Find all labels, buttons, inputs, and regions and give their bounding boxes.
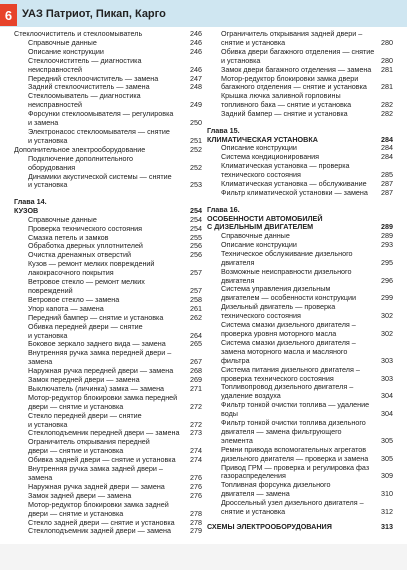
toc-entry-text: технического состояния xyxy=(221,311,301,321)
toc-entry-text: оборудования xyxy=(28,162,76,172)
final-section-row[interactable] xyxy=(207,523,393,532)
toc-entry-page: 287 xyxy=(381,179,393,189)
toc-entry-text: двери — снятие и установка xyxy=(28,401,124,411)
toc-entry-page: 287 xyxy=(381,188,393,197)
toc-entry-text: Мотор-редуктор блокировки замка двери xyxy=(221,73,359,83)
toc-entry-text: элемента xyxy=(221,435,253,445)
chapter-14-heading xyxy=(14,198,202,215)
toc-entry-page: 273 xyxy=(190,428,202,438)
toc-entry-page: 247 xyxy=(190,73,202,83)
toc-entry-text: Стеклоподъемник задней двери — замена xyxy=(28,526,172,536)
toc-entry-text: Упор капота — замена xyxy=(28,303,104,313)
toc-entry-text: двери — снятие и установка xyxy=(28,508,124,518)
toc-entry-text: Проверка технического состояния xyxy=(28,223,143,233)
toc-entry-text: Ветровое стекло — замена xyxy=(28,294,120,304)
toc-entry-page: 302 xyxy=(381,328,393,338)
toc-list xyxy=(207,144,393,197)
toc-entry-page: 280 xyxy=(381,37,393,47)
toc-entry-page: 253 xyxy=(190,180,202,190)
toc-entry-text: Форсунки стеклоомывателя — регулировка xyxy=(28,109,174,119)
toc-entry-text: Стекло задней двери — снятие и установка xyxy=(28,517,175,527)
toc-entry-page: 265 xyxy=(190,339,202,349)
toc-entry-text: замена xyxy=(28,473,53,482)
final-section-heading xyxy=(207,523,393,532)
toc-entry-text: воды xyxy=(221,409,238,419)
toc-entry-text: Стеклоочиститель и стеклоомыватель xyxy=(14,29,143,38)
toc-entry-text: Замок двери багажного отделения — замена xyxy=(221,64,372,74)
toc-entry-text: Ограничитель открывания задней двери – xyxy=(221,29,363,38)
toc-entry-page: 312 xyxy=(381,507,393,517)
toc-entry-text: Внутренняя ручка замка задней двери – xyxy=(28,464,163,474)
toc-entry-text: Топливная форсунка дизельного xyxy=(221,480,331,490)
toc-entry-text: Климатическая установка — проверка xyxy=(221,161,350,171)
toc-entry-text: Задний стеклоочиститель — замена xyxy=(28,82,150,92)
toc-entry-page: 278 xyxy=(190,508,202,518)
toc-entry-text: Топливопровод дизельного двигателя – xyxy=(221,382,354,392)
toc-entry-text: Мотор-редуктор блокировки замка задней xyxy=(28,499,169,509)
toc-entry-text: Ветровое стекло — ремонт мелких xyxy=(28,277,145,287)
toc-entry-page: 269 xyxy=(190,375,202,385)
chapter-15-heading xyxy=(207,127,393,144)
toc-entry-text: неисправностей xyxy=(28,100,83,110)
toc-entry-page: 246 xyxy=(190,64,202,74)
header-bar xyxy=(0,0,407,27)
toc-entry-text: Стеклоомыватель — диагностика xyxy=(28,91,141,101)
chapter-15-label: Глава 15. xyxy=(207,126,240,136)
final-section-page: 313 xyxy=(381,522,393,532)
toc-entry-page: 257 xyxy=(190,285,202,295)
toc-entry-text: Фильтр тонкой очистки топлива дизельного xyxy=(221,418,366,428)
toc-entry-page: 279 xyxy=(190,526,202,536)
toc-entry-text: и установка xyxy=(28,330,68,340)
toc-entry-text: Выключатель (личинка) замка — замена xyxy=(28,383,165,393)
toc-entry-text: и установка xyxy=(28,419,68,429)
toc-entry-text: снятие и установка xyxy=(221,37,286,47)
toc-entry-text: лакокрасочного покрытия xyxy=(28,268,114,278)
toc-entry-text: Замок задней двери — замена xyxy=(28,490,132,500)
toc-entry[interactable] xyxy=(207,508,393,517)
toc-entry-page: 274 xyxy=(190,455,202,465)
toc-entry-text: Дроссельный узел дизельного двигателя – xyxy=(221,498,364,508)
toc-entry-page: 284 xyxy=(381,152,393,162)
toc-entry-page: 272 xyxy=(190,419,202,429)
left-column xyxy=(14,30,202,536)
toc-entry-text: Система смазки дизельного двигателя – xyxy=(221,337,356,347)
toc-entry-text: Задний бампер — снятие и установка xyxy=(221,109,348,119)
toc-entry-text: Крышка лючка заливной горловины xyxy=(221,91,341,101)
toc-entry-page: 296 xyxy=(381,275,393,285)
toc-entry-page: 251 xyxy=(190,135,202,145)
chapter-16-heading xyxy=(207,206,393,232)
toc-entry-text: Стекло передней двери — снятие xyxy=(28,410,142,420)
toc-entry-text: Мотор-редуктор блокировки замка передней xyxy=(28,392,178,402)
toc-entry-text: Система смазки дизельного двигателя – xyxy=(221,320,356,330)
toc-entry-text: Обивка задней двери — снятие и установка xyxy=(28,455,176,465)
toc-entry-text: Возможные неисправности дизельного xyxy=(221,266,352,276)
toc-entry-page: 282 xyxy=(381,100,393,110)
toc-entry-page: 284 xyxy=(381,143,393,153)
toc-entry-page: 248 xyxy=(190,82,202,92)
toc-entry-text: Передний стеклоочиститель — замена xyxy=(28,73,159,83)
toc-entry-text: Передний бампер — снятие и установка xyxy=(28,312,164,322)
toc-entry-text: Фильтр тонкой очистки топлива — удаление xyxy=(221,400,370,410)
toc-entry-text: Техническое обслуживание дизельного xyxy=(221,248,353,258)
toc-entry-text: Боковое зеркало заднего вида — замена xyxy=(28,339,166,349)
toc-entry-page: 304 xyxy=(381,391,393,401)
toc-entry-text: Наружная ручка задней двери — замена xyxy=(28,481,165,491)
toc-entry-page: 254 xyxy=(190,214,202,224)
toc-entry-text: Стеклоочиститель — диагностика xyxy=(28,55,142,65)
toc-entry[interactable] xyxy=(14,181,202,190)
toc-entry-text: и замена xyxy=(28,118,59,128)
bottom-strip xyxy=(0,544,407,570)
toc-entry[interactable] xyxy=(207,189,393,198)
toc-entry-text: снятие и установка xyxy=(221,507,286,517)
toc-entry-page: 278 xyxy=(190,517,202,527)
toc-entry-text: двигателем — особенности конструкции xyxy=(221,293,357,303)
toc-entry-page: 295 xyxy=(381,257,393,267)
toc-entry-page: 252 xyxy=(190,162,202,172)
toc-entry-text: Справочные данные xyxy=(28,37,97,47)
final-section-title: СХЕМЫ ЭЛЕКТРООБОРУДОВАНИЯ xyxy=(207,522,332,532)
toc-entry-page: 293 xyxy=(381,239,393,249)
toc-entry-page: 309 xyxy=(381,471,393,481)
toc-entry-page: 281 xyxy=(381,82,393,92)
toc-entry-text: Очистка дренажных отверстий xyxy=(28,250,132,260)
toc-entry[interactable] xyxy=(14,527,202,536)
toc-entry-text: газораспределения xyxy=(221,471,286,481)
toc-entry-text: Описание конструкции xyxy=(221,239,297,249)
chapter-16-title-line2: С ДИЗЕЛЬНЫМ ДВИГАТЕЛЕМ xyxy=(207,222,314,232)
toc-list xyxy=(14,30,202,190)
toc-entry-page: 276 xyxy=(190,481,202,491)
toc-entry-text: Система кондиционирования xyxy=(221,152,320,162)
toc-entry-page: 254 xyxy=(190,223,202,233)
toc-entry-page: 246 xyxy=(190,37,202,47)
toc-entry-page: 252 xyxy=(190,144,202,154)
toc-entry-text: двери — снятие и установка xyxy=(28,446,124,456)
toc-entry-text: и установка xyxy=(221,55,261,65)
toc-entry-page: 276 xyxy=(190,490,202,500)
toc-entry-page: 304 xyxy=(381,409,393,419)
chapter-16-page: 289 xyxy=(381,222,393,232)
toc-entry-text: Наружная ручка передней двери — замена xyxy=(28,366,174,376)
toc-entry-page: 256 xyxy=(190,250,202,260)
toc-entry-text: Справочные данные xyxy=(28,214,97,224)
chapter-14-title: КУЗОВ xyxy=(14,206,39,216)
chapter-15-page: 284 xyxy=(381,134,393,144)
toc-entry-text: Описание конструкции xyxy=(221,143,297,153)
toc-entry-text: Ограничитель открывания передней xyxy=(28,437,150,447)
header-title: УАЗ Патриот, Пикап, Карго xyxy=(22,8,166,20)
toc-entry-page: 285 xyxy=(381,170,393,180)
toc-entry-text: двигателя xyxy=(221,275,255,285)
toc-entry-text: багажного отделения — снятие и установка xyxy=(221,82,367,92)
toc-entry-text: удаление воздуха xyxy=(221,391,281,401)
toc-entry-page: 268 xyxy=(190,366,202,376)
toc-entry-page: 274 xyxy=(190,446,202,456)
toc-entry-text: Внутренняя ручка замка передней двери – xyxy=(28,348,172,358)
chapter-16-title-line1: ОСОБЕННОСТИ АВТОМОБИЛЕЙ xyxy=(207,213,323,223)
toc-entry-text: технического состояния xyxy=(221,170,301,180)
toc-entry-text: Электронасос стеклоомывателя — снятие xyxy=(28,126,170,136)
toc-entry-page: 261 xyxy=(190,303,202,313)
toc-entry-page: 303 xyxy=(381,373,393,383)
toc-entry-text: Обивка двери багажного отделения — снятие xyxy=(221,46,375,56)
toc-list xyxy=(207,30,393,119)
toc-entry-page: 250 xyxy=(190,118,202,128)
toc-entry-text: повреждений xyxy=(28,285,73,295)
toc-entry-text: дизельного двигателя — проверка и замена xyxy=(221,453,369,463)
toc-entry-page: 280 xyxy=(381,55,393,65)
toc-entry-page: 257 xyxy=(190,268,202,278)
chapter-16-label: Глава 16. xyxy=(207,204,240,214)
toc-entry-page: 267 xyxy=(190,357,202,367)
toc-entry-text: проверка технического состояния xyxy=(221,373,334,383)
toc-entry-text: Дизельный двигатель — проверка xyxy=(221,302,336,312)
toc-entry-text: Описание конструкции xyxy=(28,46,104,56)
toc-entry-page: 305 xyxy=(381,435,393,445)
toc-entry-page: 249 xyxy=(190,100,202,110)
chapter-14-label: Глава 14. xyxy=(14,197,47,207)
toc-entry-text: Фильтр климатической установки — замена xyxy=(221,188,368,197)
toc-entry-text: Динамики акустической системы — снятие xyxy=(28,171,172,181)
toc-entry[interactable] xyxy=(207,110,393,119)
toc-entry-text: Справочные данные xyxy=(221,231,290,241)
toc-entry-text: Обивка передней двери — снятие xyxy=(28,321,143,331)
chapter-15-title: КЛИМАТИЧЕСКАЯ УСТАНОВКА xyxy=(207,134,318,144)
toc-entry-text: Система питания дизельного двигателя – xyxy=(221,364,360,374)
toc-entry-page: 310 xyxy=(381,489,393,499)
toc-entry-page: 299 xyxy=(381,293,393,303)
toc-entry-text: двигателя xyxy=(221,257,255,267)
toc-entry-page: 262 xyxy=(190,312,202,322)
toc-entry-page: 272 xyxy=(190,401,202,411)
toc-entry-page: 264 xyxy=(190,330,202,340)
toc-entry-text: замена xyxy=(28,357,53,367)
toc-entry-text: Подключение дополнительного xyxy=(28,153,134,163)
toc-entry-text: топливного бака — снятие и установка xyxy=(221,100,352,110)
toc-entry-page: 276 xyxy=(190,473,202,482)
chapter-14-page: 254 xyxy=(190,206,202,216)
toc-entry-page: 246 xyxy=(190,29,202,38)
toc-entry-page: 258 xyxy=(190,294,202,304)
toc-entry-page: 246 xyxy=(190,46,202,56)
toc-entry-page: 303 xyxy=(381,355,393,365)
toc-list xyxy=(207,232,393,517)
toc-entry-page: 305 xyxy=(381,453,393,463)
toc-entry-text: Система управления дизельным xyxy=(221,284,331,294)
toc-entry-page: 255 xyxy=(190,232,202,242)
toc-entry-text: проверка уровня моторного масла xyxy=(221,328,337,338)
toc-entry-text: фильтра xyxy=(221,355,250,365)
toc-entry-text: Кузов — ремонт мелких повреждений xyxy=(28,259,155,269)
toc-entry-text: замена моторного масла и масляного xyxy=(221,346,348,356)
toc-entry-page: 281 xyxy=(381,64,393,74)
toc-entry-text: Дополнительное электрооборудование xyxy=(14,144,146,154)
toc-entry-text: Смазка петель и замков xyxy=(28,232,109,242)
toc-entry-text: и установка xyxy=(28,180,68,190)
toc-entry-text: двигателя — замена фильтрующего xyxy=(221,426,342,436)
toc-entry-page: 282 xyxy=(381,109,393,119)
page-number-badge: 6 xyxy=(0,4,17,26)
toc-entry-page: 302 xyxy=(381,311,393,321)
toc-list xyxy=(14,216,202,537)
toc-entry-text: Привод ГРМ — проверка и регулировка фаз xyxy=(221,462,370,472)
toc-entry-text: двигателя — замена xyxy=(221,489,290,499)
toc-entry-text: неисправностей xyxy=(28,64,83,74)
right-column xyxy=(207,30,393,532)
toc-entry-text: Замок передней двери — замена xyxy=(28,375,140,385)
toc-entry-page: 289 xyxy=(381,231,393,241)
toc-entry-text: Стеклоподъемник передней двери — замена xyxy=(28,428,180,438)
toc-entry-page: 271 xyxy=(190,383,202,393)
toc-entry-page: 256 xyxy=(190,241,202,251)
toc-entry-text: и установка xyxy=(28,135,68,145)
toc-entry-text: Ремни привода вспомогательных агрегатов xyxy=(221,444,367,454)
toc-entry-text: Климатическая установка — обслуживание xyxy=(221,179,367,189)
toc-entry-text: Обработка дверных уплотнителей xyxy=(28,241,143,251)
